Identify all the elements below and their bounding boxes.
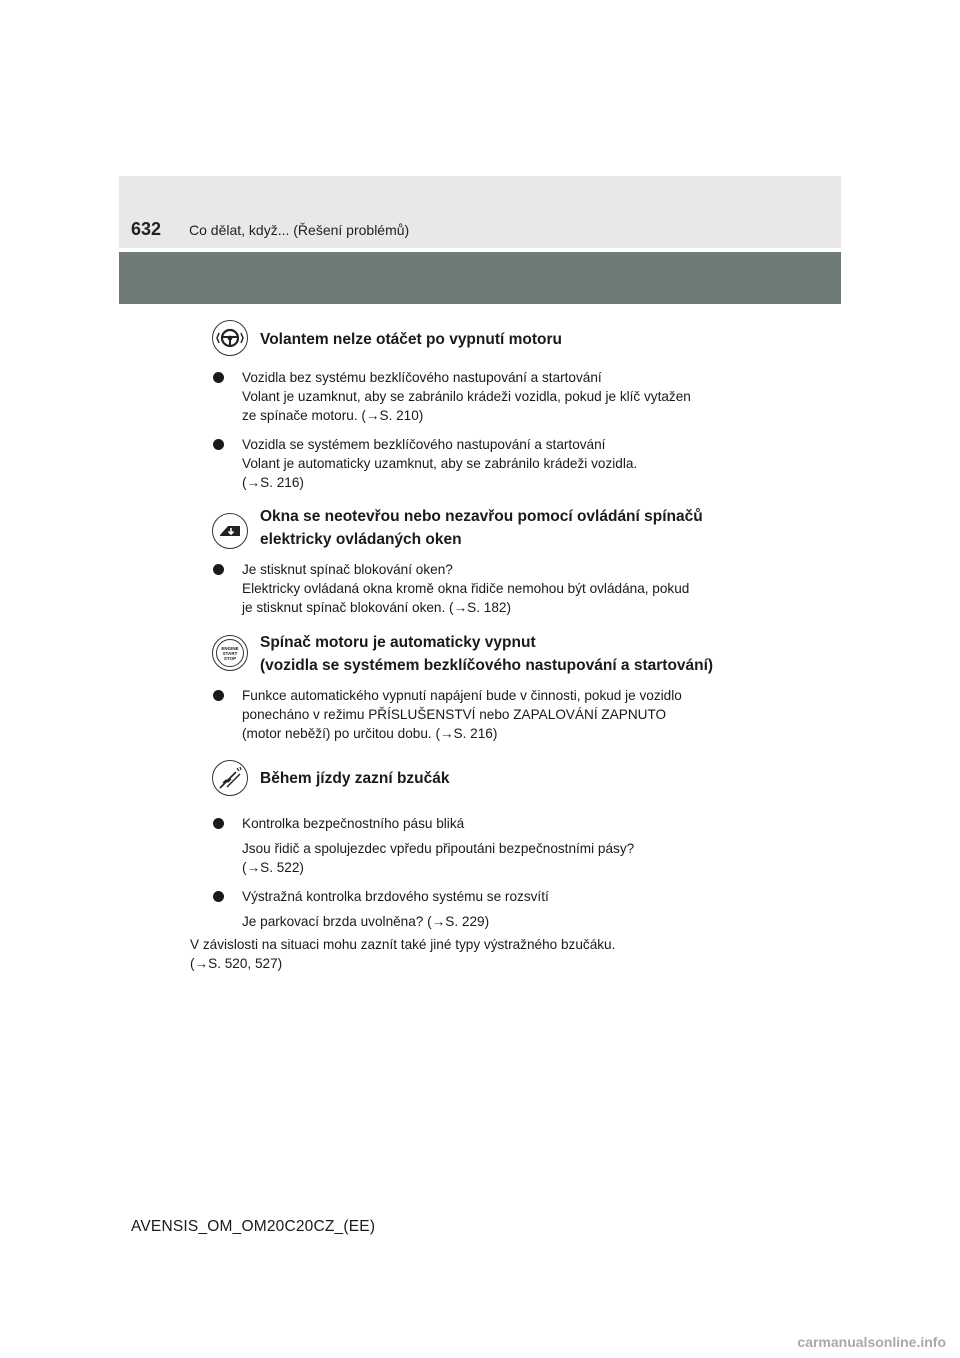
item-heading: Kontrolka bezpečnostního pásu bliká	[242, 816, 465, 831]
section-title-line: Spínač motoru je automaticky vypnut	[260, 634, 536, 651]
item-text: Elektricky ovládaná okna kromě okna řidiče nemohou být ovládána, pokud	[242, 581, 690, 596]
item-text: Volant je uzamknut, aby se zabránilo krádeži vozidla, pokud je klíč vytažen	[242, 389, 691, 404]
item-text: (→S. 216)	[242, 475, 304, 490]
bullet-icon	[213, 891, 224, 902]
list-item	[212, 368, 747, 425]
section-buzzer	[190, 760, 747, 973]
item-text: Funkce automatického vypnutí napájení bude v činnosti, pokud je vozidlo	[242, 688, 682, 703]
list-item	[212, 814, 747, 877]
steering-lock-icon	[212, 320, 248, 356]
bullet-icon	[213, 690, 224, 701]
section-title	[260, 631, 713, 677]
section-bar	[119, 252, 841, 304]
section-title: Volantem nelze otáčet po vypnutí motoru	[260, 331, 562, 348]
note-text: V závislosti na situaci mohu zaznít také jiné typy výstražného bzučáku.	[190, 937, 616, 952]
section-title-line: elektricky ovládaných oken	[260, 531, 462, 548]
icon-label: START	[222, 650, 238, 656]
watermark: carmanualsonline.info	[797, 1334, 946, 1350]
icon-label: ENGINE	[221, 645, 239, 651]
item-text: (motor neběží) po určitou dobu. (→S. 216)	[242, 726, 498, 741]
item-text: ze spínače motoru. (→S. 210)	[242, 408, 424, 423]
section-title-line: (vozidla se systémem bezklíčového nastupování a startování)	[260, 657, 714, 674]
item-text: je stisknut spínač blokování oken. (→S. 182)	[242, 600, 511, 615]
chapter-title: Co dělat, když... (Řešení problémů)	[189, 222, 410, 238]
item-heading: Vozidla bez systému bezklíčového nastupování a startování	[242, 370, 602, 385]
list-item	[212, 686, 747, 743]
bullet-icon	[213, 439, 224, 450]
item-heading: Je stisknut spínač blokování oken?	[242, 562, 453, 577]
window-lock-icon	[212, 513, 248, 549]
item-text: Jsou řidič a spolujezdec vpředu připoutáni bezpečnostními pásy?	[242, 841, 635, 856]
bullet-icon	[213, 372, 224, 383]
icon-label: STOP	[223, 655, 237, 661]
section-title: Během jízdy zazní bzučák	[260, 770, 450, 787]
item-text: Je parkovací brzda uvolněna? (→S. 229)	[242, 914, 490, 929]
item-text: (→S. 522)	[242, 860, 304, 875]
section-window-lock	[212, 505, 747, 617]
list-item	[212, 887, 747, 931]
page-content	[190, 320, 747, 973]
bullet-icon	[213, 564, 224, 575]
item-text: Volant je automaticky uzamknut, aby se zabránilo krádeži vozidla.	[242, 456, 638, 471]
section-steering-lock	[212, 320, 747, 492]
section-engine-switch	[212, 631, 747, 743]
engine-start-stop-icon	[212, 635, 248, 671]
item-heading: Vozidla se systémem bezklíčového nastupování a startování	[242, 437, 606, 452]
list-item	[212, 435, 747, 492]
note-text: (→S. 520, 527)	[190, 956, 283, 971]
list-item	[212, 560, 747, 617]
item-heading: Výstražná kontrolka brzdového systému se rozsvítí	[242, 889, 549, 904]
section-title	[260, 505, 703, 551]
section-title-line: Okna se neotevřou nebo nezavřou pomocí ovládání spínačů	[260, 508, 703, 525]
document-code: AVENSIS_OM_OM20C20CZ_(EE)	[131, 1218, 376, 1235]
buzzer-icon	[212, 760, 248, 796]
bullet-icon	[213, 818, 224, 829]
note	[190, 935, 747, 973]
item-text: ponecháno v režimu PŘÍSLUŠENSTVÍ nebo ZAPALOVÁNÍ ZAPNUTO	[242, 707, 667, 722]
page-number: 632	[131, 219, 162, 239]
